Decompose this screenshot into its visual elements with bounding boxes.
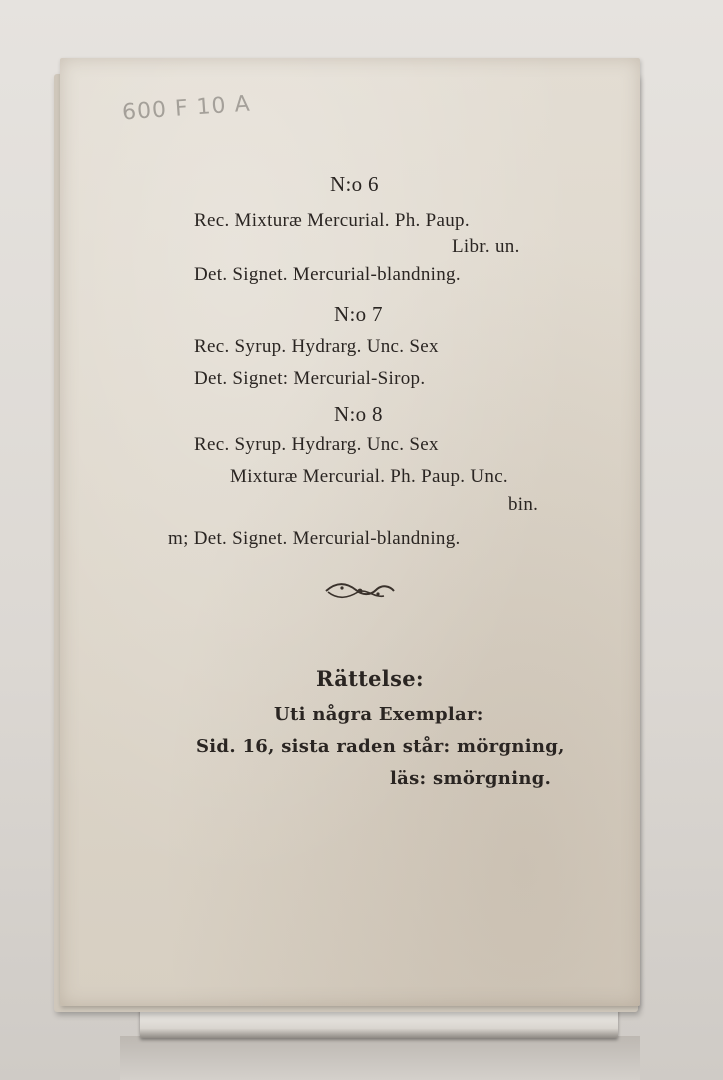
document-page [60, 58, 640, 1006]
stand-base [120, 1036, 640, 1080]
section-6-line-1: Rec. Mixturæ Mercurial. Ph. Paup. [194, 210, 470, 231]
errata-line-2: läs: smörgning. [390, 768, 552, 789]
section-8-line-2: Mixturæ Mercurial. Ph. Paup. Unc. [230, 466, 508, 487]
errata-intro: Uti några Exemplar: [274, 704, 484, 725]
section-6-line-3: Det. Signet. Mercurial-blandning. [194, 264, 461, 285]
ornament-icon [322, 578, 398, 604]
section-8-line-3: bin. [508, 494, 539, 515]
section-7-line-1: Rec. Syrup. Hydrarg. Unc. Sex [194, 336, 439, 357]
errata-heading: Rättelse: [316, 666, 424, 691]
section-8-number: N:o 8 [334, 402, 383, 426]
section-7-line-2: Det. Signet: Mercurial-Sirop. [194, 368, 426, 389]
section-7-number: N:o 7 [334, 302, 383, 326]
section-8-line-4: m; Det. Signet. Mercurial-blandning. [168, 528, 461, 549]
section-8-line-1: Rec. Syrup. Hydrarg. Unc. Sex [194, 434, 439, 455]
section-6-line-2: Libr. un. [452, 236, 520, 257]
errata-line-1: Sid. 16, sista raden står: mörgning, [196, 736, 565, 757]
pencil-note: 600 F 10 A [121, 91, 252, 126]
section-6-number: N:o 6 [330, 172, 379, 196]
